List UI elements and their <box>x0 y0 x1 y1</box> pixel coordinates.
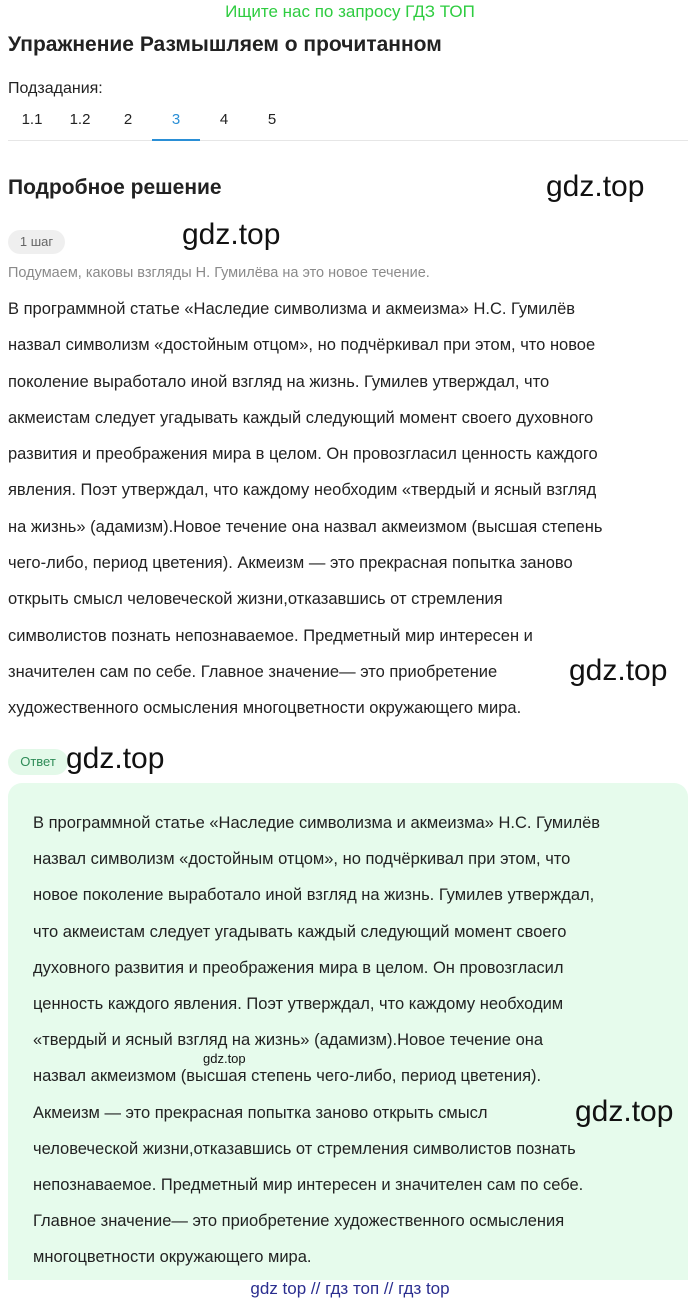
text-line: непознаваемое. Предметный мир интересен и значителен сам по себе. <box>33 1176 584 1195</box>
text-line: значителен сам по себе. Главное значение— это приобретение <box>8 662 498 681</box>
subtasks-label: Подзадания: <box>8 80 103 97</box>
section-title: Подробное решение <box>8 176 222 199</box>
text-line: человеческой жизни,отказавшись от стремления символистов познать <box>33 1139 576 1158</box>
text-line: явления. Поэт утверждал, что каждому необходим «твердый и ясный взгляд <box>8 481 597 500</box>
watermark: gdz.top <box>575 1095 674 1128</box>
text-line: развития и преображения мира в целом. Он провозгласил ценность каждого <box>8 445 598 464</box>
step-badge: 1 шаг <box>8 230 65 254</box>
text-line: новое поколение выработало иной взгляд на жизнь. Гумилев утверждал, <box>33 886 595 905</box>
watermark: gdz.top <box>203 1051 246 1066</box>
search-banner: Ищите нас по запросу ГДЗ ТОП <box>225 2 475 21</box>
text-line: символистов познать непознаваемое. Предметный мир интересен и <box>8 626 533 645</box>
text-line: художественного осмысления многоцветности окружающего мира. <box>8 699 522 718</box>
text-line: ценность каждого явления. Поэт утверждал, что каждому необходим <box>33 995 564 1014</box>
text-line: Главное значение— это приобретение художественного осмысления <box>33 1212 565 1231</box>
text-line: духовного развития и преображения мира в целом. Он провозгласил <box>33 958 564 977</box>
watermark: gdz.top <box>546 170 645 203</box>
watermark: gdz.top <box>182 218 281 251</box>
watermark: gdz.top <box>66 742 165 775</box>
answer-text <box>33 805 683 1276</box>
footer-links: gdz top // гдз топ // гдз top <box>250 1279 450 1298</box>
text-line: многоцветности окружающего мира. <box>33 1248 312 1267</box>
tab-4[interactable]: 4 <box>219 111 229 128</box>
tab-3[interactable]: 3 <box>152 108 200 141</box>
text-line: акмеистам следует угадывать каждый следующий момент своего духовного <box>8 408 594 427</box>
text-line: открыть смысл человеческой жизни,отказавшись от стремления <box>8 590 503 609</box>
step-hint: Подумаем, каковы взгляды Н. Гумилёва на это новое течение. <box>8 265 430 281</box>
text-line: В программной статье «Наследие символизма и акмеизма» Н.С. Гумилёв <box>8 300 576 318</box>
tab-1-1[interactable]: 1.1 <box>21 111 43 128</box>
text-line: что акмеистам следует угадывать каждый следующий момент своего <box>33 922 567 941</box>
page-title: Упражнение Размышляем о прочитанном <box>8 33 442 56</box>
text-line: на жизнь» (адамизм).Новое течение она назвал акмеизмом (высшая степень <box>8 517 603 536</box>
text-line: «твердый и ясный взгляд на жизнь» (адамизм).Новое течение она <box>33 1031 544 1050</box>
text-line: поколение выработало иной взгляд на жизнь. Гумилев утверждал, что <box>8 372 550 391</box>
watermark: gdz.top <box>569 654 668 687</box>
tab-5[interactable]: 5 <box>267 111 277 128</box>
text-line: чего-либо, период цветения). Акмеизм — это прекрасная попытка заново <box>8 554 573 573</box>
tab-1-2[interactable]: 1.2 <box>69 111 91 128</box>
text-line: назвал символизм «достойным отцом», но подчёркивал при этом, что новое <box>8 336 596 355</box>
text-line: Акмеизм — это прекрасная попытка заново открыть смысл <box>33 1103 488 1122</box>
subtask-tabs <box>8 108 688 141</box>
tab-2[interactable]: 2 <box>123 111 133 128</box>
text-line: назвал акмеизмом (высшая степень чего-либо, период цветения). <box>33 1067 542 1086</box>
text-line: В программной статье «Наследие символизма и акмеизма» Н.С. Гумилёв <box>33 814 601 832</box>
text-line: назвал символизм «достойным отцом», но подчёркивал при этом, что <box>33 850 571 869</box>
answer-badge: Ответ <box>8 749 68 775</box>
